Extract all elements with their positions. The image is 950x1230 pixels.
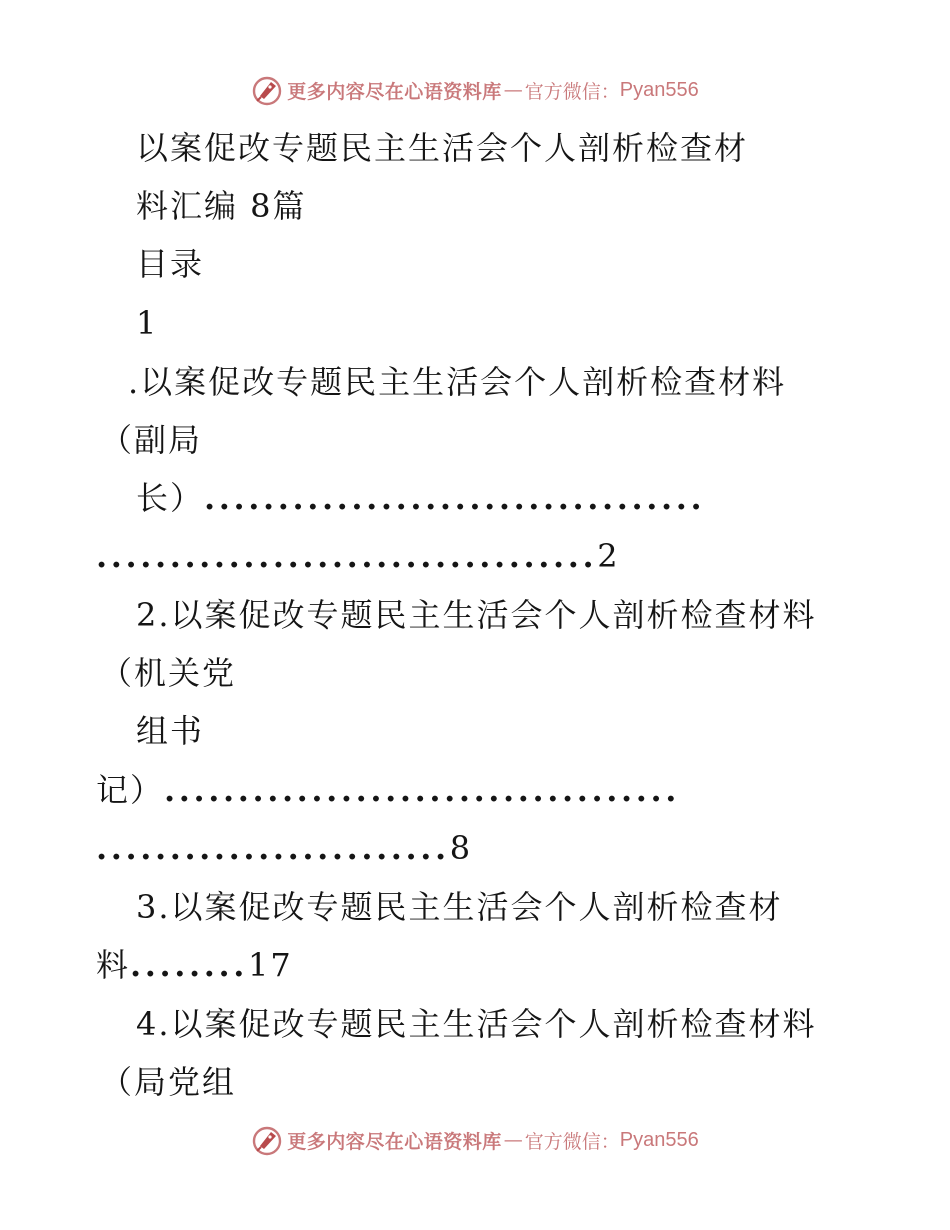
watermark-separator: — xyxy=(503,79,523,101)
pen-nib-circle-icon xyxy=(251,74,283,106)
watermark-wechat-label: 官方微信： xyxy=(524,1130,620,1153)
toc-entry-2-label: 记） xyxy=(96,771,165,809)
toc-entry-2-title-line-3: 组书 xyxy=(136,712,205,750)
toc-entry-1-title-line-2: （副局 xyxy=(100,421,203,459)
toc-entry-2-title-line-4 xyxy=(96,770,680,810)
toc-entry-2-title-line-1: 2.以案促改专题民主生活会个人剖析检查材料 xyxy=(136,596,817,634)
toc-entry-1-leader-line xyxy=(96,536,620,576)
watermark-wechat-id: Pyan556 xyxy=(619,1128,699,1151)
pen-nib-circle-icon xyxy=(251,1124,283,1156)
footer-watermark xyxy=(0,1120,950,1160)
toc-entry-2-leader-2: ........................ xyxy=(96,829,450,867)
toc-entry-1-title-line-1: .以案促改专题民主生活会个人剖析检查材料 xyxy=(128,363,787,401)
toc-entry-1-label: 长） xyxy=(136,479,205,517)
toc-entry-2-leader-1: ................................... xyxy=(164,771,680,809)
toc-heading: 目录 xyxy=(136,245,205,283)
watermark-main-text: 更多内容尽在心语资料库 xyxy=(287,80,502,103)
toc-entry-1-number: 1 xyxy=(136,304,159,342)
watermark-separator: — xyxy=(503,1129,523,1151)
watermark-wechat-label: 官方微信： xyxy=(524,80,620,103)
toc-entry-3-leader-1: ........ xyxy=(130,946,248,984)
toc-entry-3-page: 17 xyxy=(247,946,293,984)
toc-entry-2-page: 8 xyxy=(449,829,473,867)
toc-entry-3-title-line-1: 3.以案促改专题民主生活会个人剖析检查材 xyxy=(136,888,783,926)
toc-entry-3-title-line-2 xyxy=(96,945,293,985)
toc-entry-1-page: 2 xyxy=(597,537,620,575)
toc-entry-1-leader-1: .................................. xyxy=(204,479,706,517)
toc-entry-1-title-line-3 xyxy=(136,478,705,518)
toc-entry-4-title-line-2: （局党组 xyxy=(100,1063,237,1101)
watermark-main-text: 更多内容尽在心语资料库 xyxy=(287,1130,502,1153)
watermark-wechat-id: Pyan556 xyxy=(619,78,699,101)
toc-entry-4-title-line-1: 4.以案促改专题民主生活会个人剖析检查材料 xyxy=(136,1005,817,1043)
doc-title-line-1: 以案促改专题民主生活会个人剖析检查材 xyxy=(136,129,749,167)
toc-entry-2-leader-line xyxy=(96,828,472,868)
toc-entry-3-label: 料 xyxy=(96,946,131,984)
header-watermark xyxy=(0,70,950,110)
toc-entry-1-leader-2: .................................. xyxy=(96,537,598,575)
doc-title-line-2: 料汇编 8篇 xyxy=(136,187,307,225)
toc-entry-2-title-line-2: （机关党 xyxy=(100,654,237,692)
